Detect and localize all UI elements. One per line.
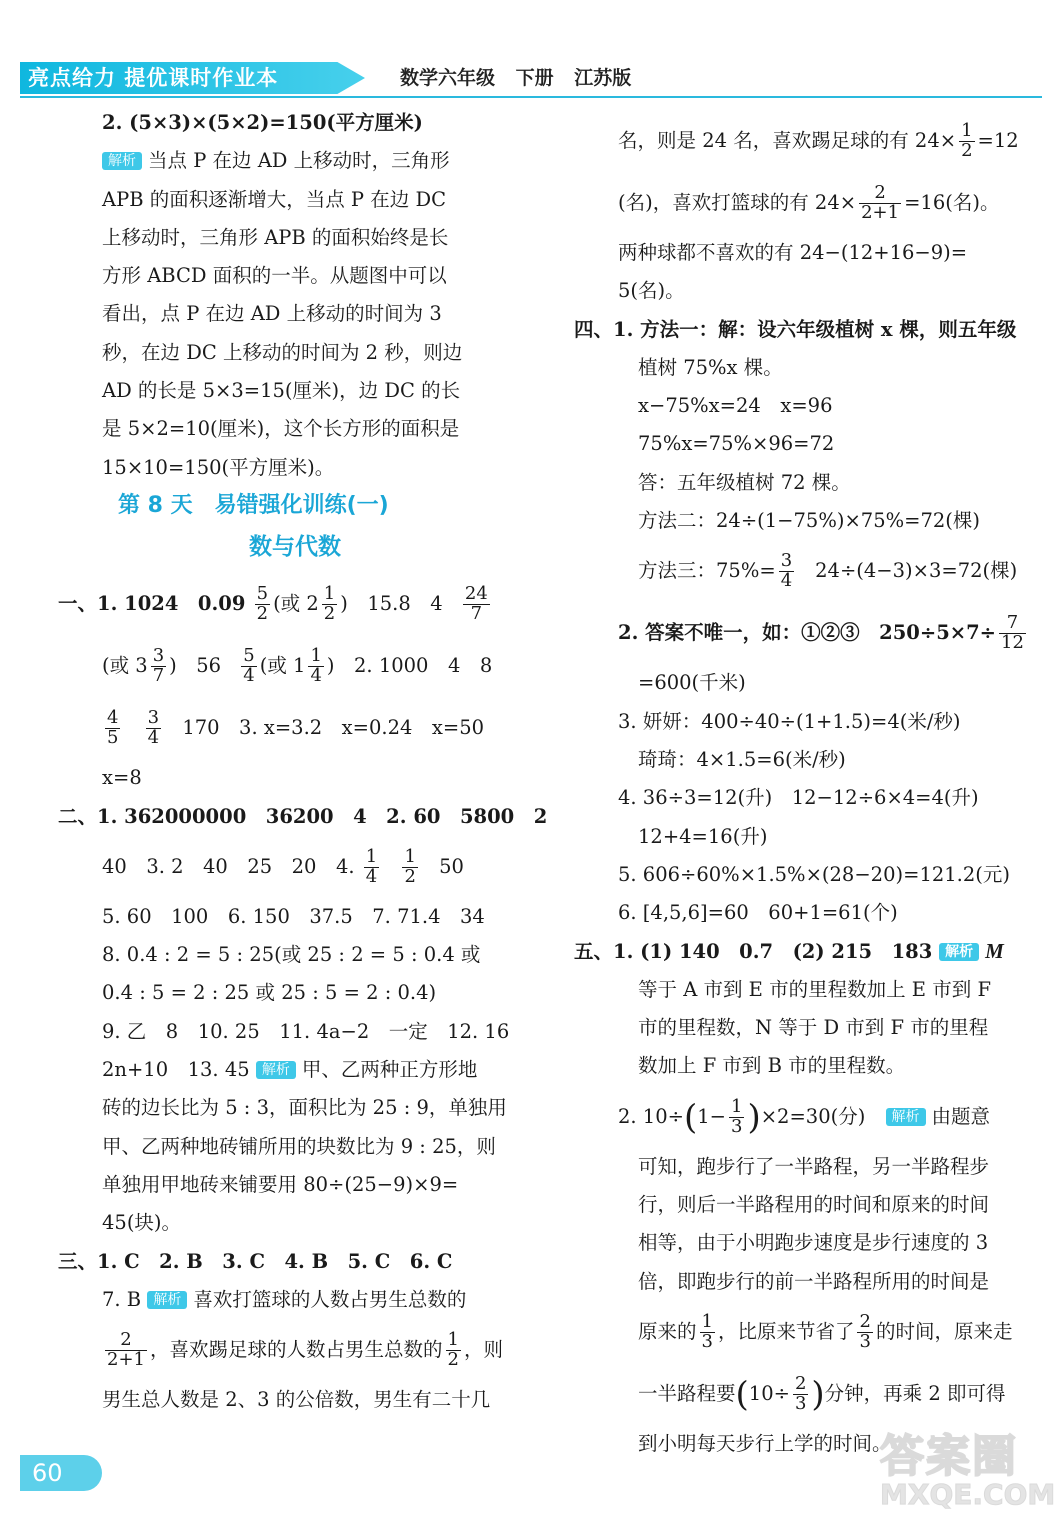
answer-line: 等于 A 市到 E 市的里程数加上 E 市到 F (638, 977, 991, 1001)
fraction: $\frac{1}{4}$ (365, 845, 378, 887)
fraction: $\frac{1}{4}$ (310, 645, 322, 687)
answer-line: 行，则后一半路程用的时间和原来的时间 (638, 1192, 990, 1216)
answer-line: 琦琦：4×1.5=6(米/秒) (638, 747, 846, 771)
fraction: $\frac{3}{4}$ (780, 550, 793, 592)
answer-line: 市的里程数，N 等于 D 市到 F 市的里程 (638, 1016, 989, 1040)
answer-line: 7. B 解析 喜欢打篮球的人数占男生总数的 (102, 1287, 467, 1311)
answer-line: 数加上 F 市到 B 市的里程数。 (638, 1054, 906, 1078)
answer-line: 2. 10÷(1− $\frac{1}{3}$ )×2=30(分) 解析 由题意 (618, 1095, 991, 1138)
answer-line: 三、1. C 2. B 3. C 4. B 5. C 6. C (58, 1249, 453, 1273)
answer-line: 原来的 $\frac{1}{3}$ ，比原来节省了 $\frac{2}{3}$ 的时间，原来走 (638, 1310, 1013, 1352)
answer-line: 二、1. 362000000 36200 4 2. 60 5800 2 (58, 804, 548, 828)
answer-line: x−75%x=24 x=96 (638, 394, 833, 418)
answer-line: 5. 60 100 6. 150 37.5 7. 71.4 34 (102, 904, 485, 928)
fraction: $\frac{24}{7}$ (464, 583, 488, 625)
answer-line: 秒，在边 DC 上移动的时间为 2 秒，则边 (102, 340, 463, 364)
answer-line: 单独用甲地砖来铺要用 80÷(25−9)×9= (102, 1172, 459, 1196)
answer-line: 2. (5×3)×(5×2)=150(平方厘米) (102, 111, 423, 134)
header-divider (20, 96, 1042, 98)
answer-line: 两种球都不喜欢的有 24−(12+16−9)= (618, 241, 968, 264)
answer-line: 2n+10 13. 45 解析 甲、乙两种正方形地 (102, 1058, 478, 1082)
answer-line: 5(名)。 (618, 279, 685, 303)
fraction: $\frac{1}{3}$ (730, 1095, 743, 1137)
fraction: $\frac{1}{2}$ (961, 120, 973, 161)
answer-line: 相等，由于小明跑步速度是步行速度的 3 (638, 1231, 989, 1255)
fraction: $\frac{2}{2+1}$ (107, 1329, 145, 1371)
analysis-tag: 解析 (256, 1061, 296, 1079)
fraction: $\frac{7}{12}$ (1001, 612, 1024, 654)
answer-line: 上移动时，三角形 APB 的面积始终是长 (102, 225, 449, 249)
answer-line: 植树 75%x 棵。 (638, 355, 783, 379)
answer-line: 一、1. 1024 0.09 $\frac{5}{2}$ (或 2 $\frac{1}{2}$ ) 15.8 4 $\frac{24}{7}$ (58, 583, 488, 625)
answer-line: 到小明每天步行上学的时间。 (638, 1431, 892, 1455)
answer-line: 答：五年级植树 72 棵。 (638, 470, 851, 494)
answer-line: 解析 当点 P 在边 AD 上移动时，三角形 (58, 142, 532, 180)
answer-line: 四、1. 方法一：解：设六年级植树 x 棵，则五年级 (574, 317, 1017, 341)
answer-line: 倍，即跑步行的前一半路程所用的时间是 (638, 1269, 990, 1293)
analysis-tag: 解析 (102, 152, 142, 170)
answer-line: $\frac{2}{2+1}$ ，喜欢踢足球的人数占男生总数的 $\frac{1}{2}$ ，则 (107, 1329, 503, 1371)
header-subtitle: 数学六年级 下册 江苏版 (400, 67, 632, 89)
fraction: $\frac{4}{5}$ (107, 707, 119, 749)
fraction: $\frac{5}{2}$ (256, 583, 269, 625)
answer-line: 是 5×2=10(厘米)，这个长方形的面积是 (102, 417, 460, 441)
answer-line: (或 3 $\frac{3}{7}$ ) 56 $\frac{5}{4}$ (或 1 $\frac{1}{4}$ ) 2. 1000 4 8 (102, 645, 493, 687)
fraction: $\frac{3}{4}$ (147, 707, 160, 749)
fraction: $\frac{3}{7}$ (152, 645, 165, 687)
left-column (58, 104, 548, 1419)
answer-line: 75%x=75%×96=72 (638, 432, 835, 456)
fraction: $\frac{1}{2}$ (404, 845, 416, 887)
fraction: $\frac{1}{2}$ (323, 583, 336, 625)
answer-line: 45(块)。 (102, 1211, 182, 1235)
watermark-logo: 答案圈 MXQE.COM (880, 1431, 1056, 1511)
answer-line: x=8 (102, 766, 142, 790)
fraction: $\frac{2}{3}$ (859, 1310, 871, 1352)
answer-line: $\frac{4}{5}$ $\frac{3}{4}$ 170 3. x=3.2 x=0.24 x=50 (107, 707, 485, 749)
answer-line: 可知，跑步行了一半路程，另一半路程步 (638, 1154, 990, 1178)
analysis-tag: 解析 (886, 1108, 926, 1126)
answer-line: 名，则是 24 名，喜欢踢足球的有 24× $\frac{1}{2}$ =12 (618, 120, 1019, 161)
answer-line: 一半路程要(10÷ $\frac{2}{3}$ )分钟，再乘 2 即可得 (638, 1372, 1006, 1415)
answer-line: 4. 36÷3=12(升) 12−12÷6×4=4(升) (618, 786, 979, 810)
answer-line: 0.4 : 5 = 2 : 25 或 25 : 5 = 2 : 0.4) (102, 981, 437, 1005)
answer-line: 看出，点 P 在边 AD 上移动的时间为 3 (102, 302, 442, 326)
answer-line: APB 的面积逐渐增大，当点 P 在边 DC (102, 187, 447, 211)
answer-line: 5. 606÷60%×1.5%×(28−20)=121.2(元) (618, 862, 1010, 886)
answer-line: 12+4=16(升) (638, 824, 768, 848)
answer-line: AD 的长是 5×3=15(厘米)，边 DC 的长 (102, 379, 461, 403)
answer-line: 甲、乙两种地砖铺所用的块数比为 9 : 25，则 (102, 1134, 496, 1158)
header-brand: 亮点给力 提优课时作业本 (28, 66, 279, 90)
page-number: 60 (20, 1455, 102, 1491)
fraction: $\frac{2}{3}$ (794, 1372, 807, 1414)
answer-line: 2. 答案不唯一，如：①②③ 250÷5×7÷ $\frac{7}{12}$ (618, 612, 1024, 654)
day-title: 第 8 天 易错强化训练(一) (118, 492, 389, 518)
answer-line: 方法三：75%= $\frac{3}{4}$ 24÷(4−3)×3=72(棵) (638, 550, 1018, 592)
answer-line: 砖的边长比为 5 : 3，面积比为 25 : 9，单独用 (102, 1096, 507, 1120)
answer-line: 五、1. (1) 140 0.7 (2) 215 183 解析 M (574, 939, 1004, 964)
analysis-tag: 解析 (147, 1291, 187, 1309)
answer-line: =600(千米) (638, 671, 746, 695)
answer-line: 方法二：24÷(1−75%)×75%=72(棵) (638, 509, 981, 533)
answer-line: 8. 0.4 : 2 = 5 : 25(或 25 : 2 = 5 : 0.4 或 (102, 943, 481, 967)
topic-title: 数与代数 (249, 534, 341, 561)
fraction: $\frac{5}{4}$ (243, 645, 255, 687)
answer-line: 15×10=150(平方厘米)。 (102, 455, 335, 479)
fraction: $\frac{1}{2}$ (447, 1329, 459, 1371)
answer-line: (名)，喜欢打篮球的有 24× $\frac{2}{2+1}$ =16(名)。 (618, 182, 1000, 223)
right-column (574, 110, 1042, 1463)
answer-line: 3. 妍妍：400÷40÷(1+1.5)=4(米/秒) (618, 709, 961, 733)
answer-line: 40 3. 2 40 25 20 4. $\frac{1}{4}$ $\frac{1}{2}$ 50 (102, 845, 464, 887)
analysis-tag: 解析 (939, 943, 979, 961)
fraction: $\frac{2}{2+1}$ (861, 182, 900, 223)
answer-line: 方形 ABCD 面积的一半。从题图中可以 (102, 264, 447, 288)
answer-line: 6. [4,5,6]=60 60+1=61(个) (618, 901, 898, 925)
answer-line: 男生总人数是 2、3 的公倍数，男生有二十几 (102, 1388, 491, 1412)
fraction: $\frac{1}{3}$ (701, 1310, 713, 1352)
answer-line: 9. 乙 8 10. 25 11. 4a−2 一定 12. 16 (102, 1019, 510, 1043)
